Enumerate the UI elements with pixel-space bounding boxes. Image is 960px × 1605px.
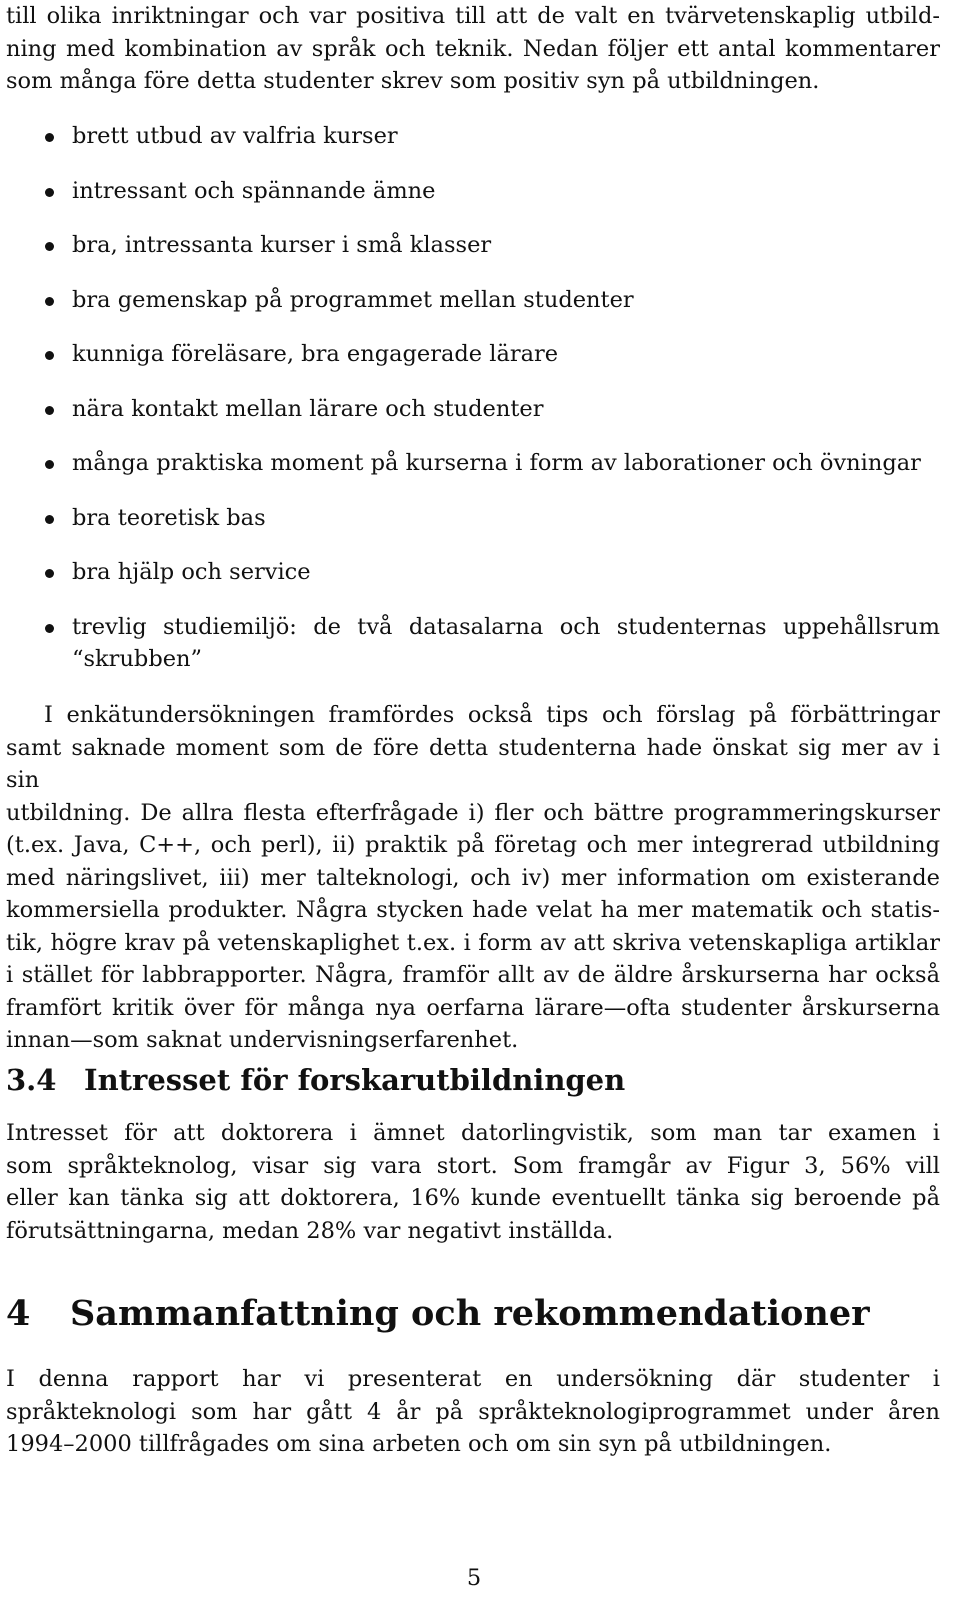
text-line: tik, högre krav på vetenskaplighet t.ex. i form av att skriva vetenskapliga artiklar <box>6 929 940 956</box>
list-item <box>6 120 940 175</box>
section-4-paragraph <box>6 1363 940 1461</box>
text-line: utbildning. De allra flesta efterfrågade i) fler och bättre programmeringskurser <box>6 799 940 826</box>
bullet-icon <box>45 242 54 251</box>
list-item-text: bra teoretisk bas <box>72 504 266 531</box>
list-item-text: bra gemenskap på programmet mellan studenter <box>72 286 634 313</box>
text-line: framfört kritik över för många nya oerfarna lärare—ofta studenter årskurserna <box>6 994 940 1021</box>
list-item <box>6 447 940 502</box>
list-item <box>6 393 940 448</box>
bullet-icon <box>45 351 54 360</box>
section-3-4-paragraph <box>6 1117 940 1247</box>
page-number: 5 <box>466 1565 482 1591</box>
section-heading-4 <box>6 1290 870 1338</box>
section-heading-3-4 <box>6 1060 625 1100</box>
text-line: I enkätundersökningen framfördes också tips och förslag på förbättringar <box>44 702 940 728</box>
bullet-icon <box>45 406 54 415</box>
section-title: Intresset för forskarutbildningen <box>84 1063 626 1097</box>
text-line: med näringslivet, iii) mer talteknologi, och iv) mer information om existerande <box>6 864 940 891</box>
list-item <box>6 284 940 339</box>
list-item-text: trevlig studiemiljö: de två datasalarna och studenternas uppehållsrum <box>72 613 940 640</box>
text-line: I denna rapport har vi presenterat en undersökning där studenter i <box>6 1366 940 1392</box>
positive-comments-list <box>6 120 940 683</box>
list-item-text: intressant och spännande ämne <box>72 177 436 204</box>
bullet-icon <box>45 624 54 633</box>
list-item <box>6 175 940 230</box>
bullet-icon <box>45 133 54 142</box>
text-line: 1994–2000 tillfrågades om sina arbeten och om sin syn på utbildningen. <box>6 1431 832 1457</box>
text-line: som språkteknolog, visar sig vara stort. Som framgår av Figur 3, 56% vill <box>6 1152 940 1179</box>
text-line: (t.ex. Java, C++, och perl), ii) praktik på företag och mer integrerad utbildning <box>6 832 940 858</box>
list-item <box>6 229 940 284</box>
list-item-text: många praktiska moment på kurserna i form av laborationer och övningar <box>72 450 921 476</box>
text-line: samt saknade moment som de före detta studenterna hade önskat sig mer av i sin <box>6 734 940 793</box>
section-title: Sammanfattning och rekommendationer <box>70 1293 870 1334</box>
list-item <box>6 611 940 683</box>
bullet-icon <box>45 297 54 306</box>
section-number: 4 <box>6 1293 31 1334</box>
list-item <box>6 502 940 557</box>
list-item-text: kunniga föreläsare, bra engagerade lärare <box>72 341 559 367</box>
list-item-text: brett utbud av valfria kurser <box>72 123 398 149</box>
survey-paragraph <box>6 699 940 1057</box>
text-line: språkteknologi som har gått 4 år på språkteknologiprogrammet under åren <box>6 1398 940 1425</box>
text-line: i stället för labbrapporter. Några, framför allt av de äldre årskurserna har också <box>6 962 940 988</box>
list-item-text: nära kontakt mellan lärare och studenter <box>72 395 544 422</box>
text-line: innan—som saknat undervisningserfarenhet. <box>6 1027 519 1053</box>
intro-paragraph <box>6 0 940 98</box>
bullet-icon <box>45 188 54 197</box>
bullet-icon <box>45 515 54 524</box>
list-item-text: bra hjälp och service <box>72 559 311 585</box>
text-line: ning med kombination av språk och teknik. Nedan följer ett antal kommentarer <box>6 35 940 62</box>
text-line: kommersiella produkter. Några stycken hade velat ha mer matematik och statis- <box>6 897 940 923</box>
list-item <box>6 556 940 611</box>
text-line: eller kan tänka sig att doktorera, 16% kunde eventuellt tänka sig beroende på <box>6 1185 940 1211</box>
list-item-text-continued: “skrubben” <box>72 646 203 672</box>
text-line: till olika inriktningar och var positiva till att de valt en tvärvetenskaplig utbild- <box>6 3 940 29</box>
section-number: 3.4 <box>6 1063 57 1097</box>
text-line: Intresset för att doktorera i ämnet datorlingvistik, som man tar examen i <box>6 1120 940 1146</box>
text-line: förutsättningarna, medan 28% var negativt inställda. <box>6 1217 614 1244</box>
bullet-icon <box>45 569 54 578</box>
bullet-icon <box>45 460 54 469</box>
text-line: som många före detta studenter skrev som positiv syn på utbildningen. <box>6 68 820 94</box>
list-item <box>6 338 940 393</box>
list-item-text: bra, intressanta kurser i små klasser <box>72 232 492 258</box>
